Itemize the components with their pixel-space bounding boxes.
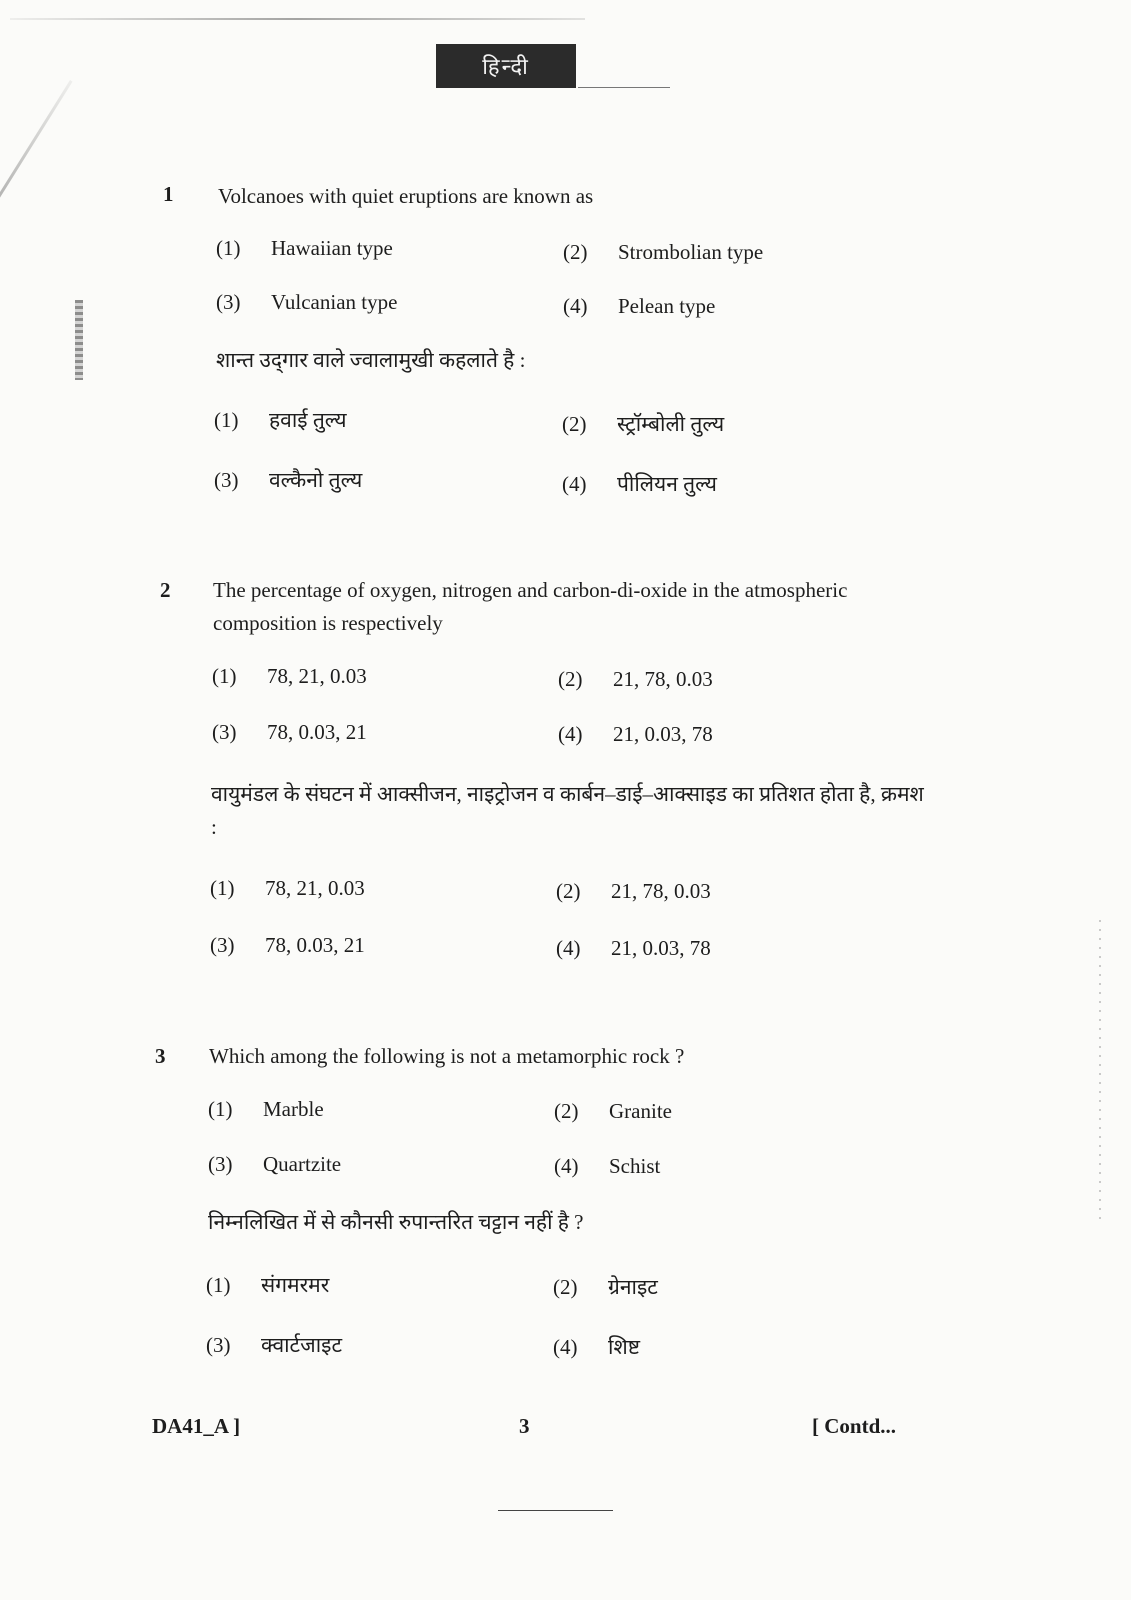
scan-artifact-margin [75, 300, 83, 380]
question-2-text-hi: वायुमंडल के संघटन में आक्सीजन, नाइट्रोजन व कार्बन–डाई–आक्साइड का प्रतिशत होता है, क्रमश : [211, 782, 924, 839]
question-2-text-en: The percentage of oxygen, nitrogen and carbon-di-oxide in the atmospheric composition is respectively [213, 578, 848, 635]
question-3-option-1-en: (1) Marble [208, 1097, 324, 1121]
question-3-text-hi: निम्नलिखित में से कौनसी रुपान्तरित चट्टान नहीं है ? [208, 1210, 584, 1234]
question-2-option-3-hi: (3) 78, 0.03, 21 [210, 933, 365, 957]
question-3-option-4-en: (4) Schist [554, 1154, 661, 1178]
question-1-option-1-hi: (1) हवाई तुल्य [214, 408, 347, 432]
question-3-option-2-en: (2) Granite [554, 1099, 672, 1123]
question-1-option-4-en: (4) Pelean type [563, 294, 716, 318]
question-1-number: 1 [163, 182, 174, 206]
question-1-text-hi: शान्त उद्‍गार वाले ज्वालामुखी कहलाते है : [216, 348, 526, 372]
question-3-option-3-en: (3) Quartzite [208, 1152, 342, 1176]
scan-artifact-bottom [498, 1510, 613, 1511]
paper-code: DA41_A ] [152, 1414, 241, 1438]
continued-label: [ Contd... [812, 1414, 897, 1438]
question-2-option-2-en: (2) 21, 78, 0.03 [558, 667, 713, 691]
question-3-text-en: Which among the following is not a metamorphic rock ? [209, 1044, 685, 1068]
scan-artifact-right [1099, 920, 1101, 1220]
question-3-option-1-hi: (1) संगमरमर [206, 1273, 330, 1297]
question-1-option-2-hi: (2) स्ट्रॉम्बोली तुल्य [562, 412, 725, 436]
question-2-option-1-en: (1) 78, 21, 0.03 [212, 664, 367, 688]
question-1-option-2-en: (2) Strombolian type [563, 240, 764, 264]
scan-artifact-diagonal [0, 80, 73, 285]
page-number: 3 [519, 1414, 530, 1438]
question-3-option-2-hi: (2) ग्रेनाइट [553, 1275, 658, 1299]
stamp-underline [578, 87, 670, 88]
question-3-option-3-hi: (3) क्वार्टजाइट [206, 1333, 343, 1357]
question-3-option-4-hi: (4) शिष्ट [553, 1335, 640, 1359]
question-2-option-4-hi: (4) 21, 0.03, 78 [556, 936, 711, 960]
question-1-option-3-hi: (3) वल्कैनो तुल्य [214, 468, 363, 492]
question-2-option-3-en: (3) 78, 0.03, 21 [212, 720, 367, 744]
question-1-option-1-en: (1) Hawaiian type [216, 236, 393, 260]
question-2-option-1-hi: (1) 78, 21, 0.03 [210, 876, 365, 900]
question-3-number: 3 [155, 1044, 166, 1068]
question-1-option-3-en: (3) Vulcanian type [216, 290, 398, 314]
question-1-option-4-hi: (4) पीलियन तुल्य [562, 472, 717, 496]
question-2-option-2-hi: (2) 21, 78, 0.03 [556, 879, 711, 903]
language-stamp: हिन्दी [436, 44, 576, 88]
question-1-text-en: Volcanoes with quiet eruptions are known as [218, 184, 594, 208]
question-2-number: 2 [160, 578, 171, 602]
scan-artifact-top [10, 18, 585, 20]
question-2-option-4-en: (4) 21, 0.03, 78 [558, 722, 713, 746]
